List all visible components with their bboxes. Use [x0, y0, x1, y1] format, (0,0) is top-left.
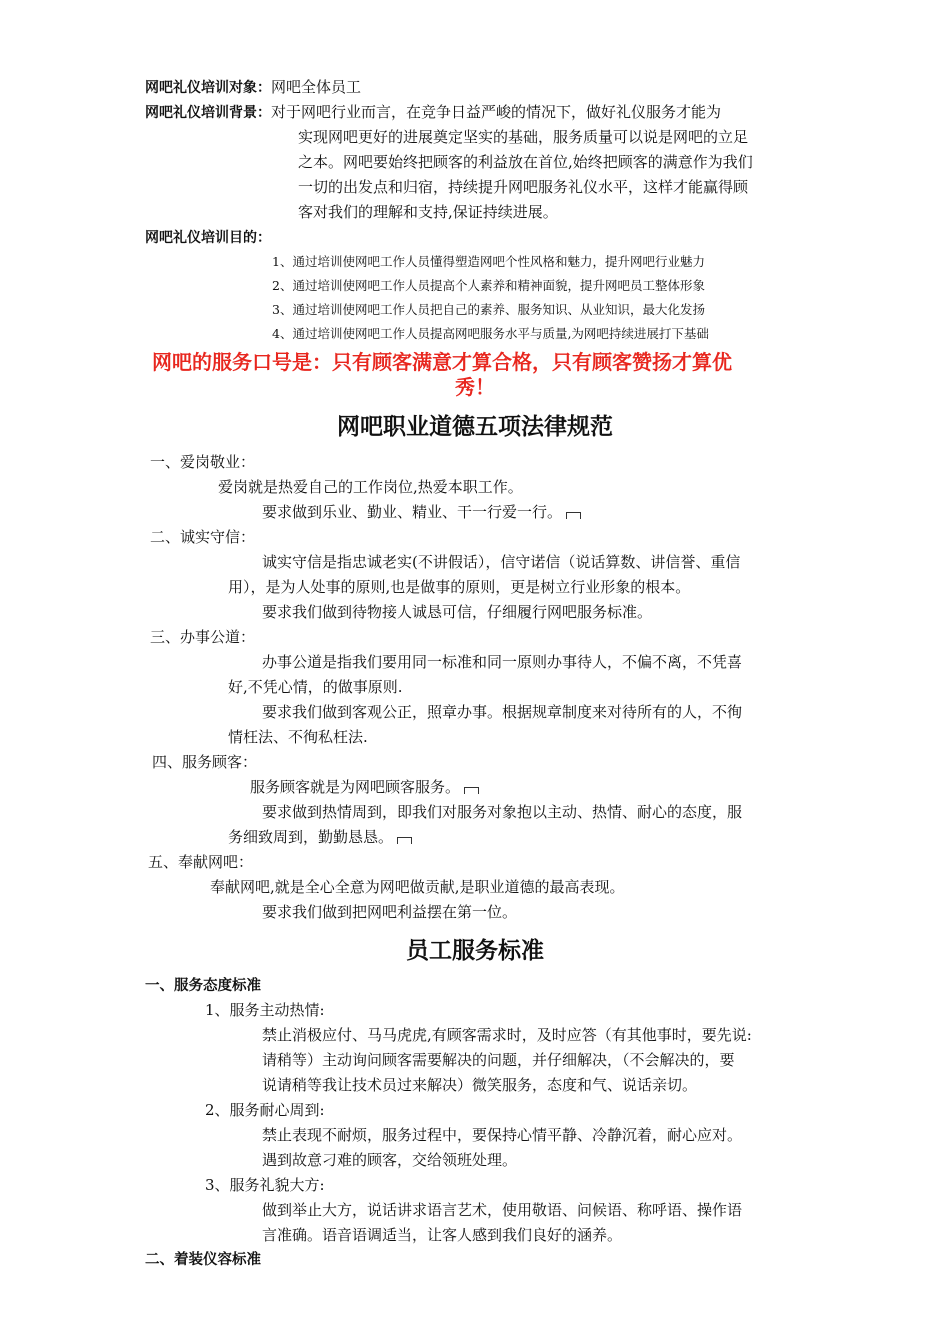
background-text-line: 实现网吧更好的进展奠定坚实的基础，服务质量可以说是网吧的立足 — [298, 128, 749, 146]
goal-item: 4、通过培训使网吧工作人员提高网吧服务水平与质量,为网吧持续进展打下基础 — [272, 326, 709, 341]
standards-section-heading: 一、服务态度标准 — [145, 978, 261, 994]
ethics-section-heading: 一、爱岗敬业： — [150, 453, 256, 471]
ethics-text-line: 奉献网吧,就是全心全意为网吧做贡献,是职业道德的最高表现。 — [210, 878, 625, 896]
ethics-text-line: 要求做到热情周到，即我们对服务对象抱以主动、热情、耐心的态度，服 — [262, 803, 743, 821]
ethics-text: 服务顾客就是为网吧顾客服务。 — [250, 778, 461, 796]
standards-text-line: 禁止消极应付、马马虎虎,有顾客需求时，及时应答（有其他事时，要先说: — [262, 1026, 752, 1044]
paragraph-mark-icon — [566, 512, 581, 519]
background-text-line: 之本。网吧要始终把顾客的利益放在首位,始终把顾客的满意作为我们 — [298, 153, 753, 171]
ethics-text-line: 诚实守信是指忠诚老实(不讲假话），信守诺信（说话算数、讲信誉、重信 — [262, 553, 741, 571]
training-target-line — [145, 77, 361, 98]
ethics-section-heading: 三、办事公道： — [150, 628, 256, 646]
ethics-text-line — [250, 777, 479, 797]
ethics-text-line — [262, 502, 581, 522]
standards-text-line: 禁止表现不耐烦，服务过程中，要保持心情平静、冷静沉着，耐心应对。 — [262, 1126, 743, 1144]
goal-item: 2、通过培训使网吧工作人员提高个人素养和精神面貌，提升网吧员工整体形象 — [272, 278, 705, 293]
standards-section-heading: 二、着装仪容标准 — [145, 1252, 261, 1268]
ethics-text-line — [228, 827, 412, 847]
ethics-text-line: 要求我们做到把网吧利益摆在第一位。 — [262, 903, 518, 921]
goal-item: 1、通过培训使网吧工作人员懂得塑造网吧个性风格和魅力，提升网吧行业魅力 — [272, 254, 705, 269]
training-background-label: 网吧礼仪培训背景： — [145, 105, 271, 121]
service-slogan-line1: 网吧的服务口号是：只有顾客满意才算合格，只有顾客赞扬才算优 — [152, 350, 732, 374]
ethics-text-line: 要求我们做到客观公正，照章办事。根据规章制度来对待所有的人，不徇 — [262, 703, 743, 721]
ethics-text-line: 好,不凭心情，的做事原则. — [228, 678, 403, 696]
standards-subheading: 2、服务耐心周到: — [205, 1101, 325, 1119]
ethics-text-line: 爱岗就是热爱自己的工作岗位,热爱本职工作。 — [218, 478, 523, 496]
ethics-text-line: 办事公道是指我们要用同一标准和同一原则办事待人，不偏不离，不凭喜 — [262, 653, 743, 671]
goal-item: 3、通过培训使网吧工作人员把自己的素养、服务知识、从业知识，最大化发扬 — [272, 302, 705, 317]
ethics-section-heading: 四、服务顾客： — [152, 753, 258, 771]
standards-text-line: 言准确。语音语调适当，让客人感到我们良好的涵养。 — [262, 1226, 623, 1244]
training-background-line — [145, 102, 721, 123]
standards-text-line: 说请稍等我让技术员过来解决）微笑服务，态度和气、说话亲切。 — [262, 1076, 698, 1094]
training-target-label: 网吧礼仪培训对象： — [145, 80, 271, 96]
service-slogan-line2: 秀！ — [455, 375, 495, 399]
standards-subheading: 1、服务主动热情: — [205, 1001, 325, 1019]
standards-text-line: 做到举止大方，说话讲求语言艺术，使用敬语、问候语、称呼语、操作语 — [262, 1201, 743, 1219]
background-text-line: 一切的出发点和归宿，持续提升网吧服务礼仪水平，这样才能赢得顾 — [298, 178, 749, 196]
ethics-section-heading: 二、诚实守信： — [150, 528, 256, 546]
standards-subheading: 3、服务礼貌大方: — [205, 1176, 325, 1194]
standards-text-line: 遇到故意刁难的顾客，交给领班处理。 — [262, 1151, 518, 1169]
background-text-line: 客对我们的理解和支持,保证持续进展。 — [298, 203, 558, 221]
ethics-text-line: 要求我们做到待物接人诚恳可信，仔细履行网吧服务标准。 — [262, 603, 653, 621]
ethics-text: 务细致周到，勤勤恳恳。 — [228, 828, 394, 846]
ethics-section-heading: 五、奉献网吧： — [148, 853, 254, 871]
paragraph-mark-icon — [397, 837, 412, 844]
training-target-value: 网吧全体员工 — [271, 78, 362, 96]
ethics-text-line: 情枉法、不徇私枉法. — [228, 728, 368, 746]
ethics-text: 要求做到乐业、勤业、精业、干一行爱一行。 — [262, 503, 563, 521]
ethics-title: 网吧职业道德五项法律规范 — [337, 414, 613, 440]
ethics-text-line: 用），是为人处事的原则,也是做事的原则，更是树立行业形象的根本。 — [228, 578, 691, 596]
paragraph-mark-icon — [464, 787, 479, 794]
training-goal-label: 网吧礼仪培训目的： — [145, 230, 271, 246]
background-text-line: 对于网吧行业而言，在竞争日益严峻的情况下，做好礼仪服务才能为 — [271, 103, 722, 121]
standards-text-line: 请稍等）主动询问顾客需要解决的问题，并仔细解决，（不会解决的，要 — [262, 1051, 735, 1069]
standards-title: 员工服务标准 — [406, 938, 544, 964]
